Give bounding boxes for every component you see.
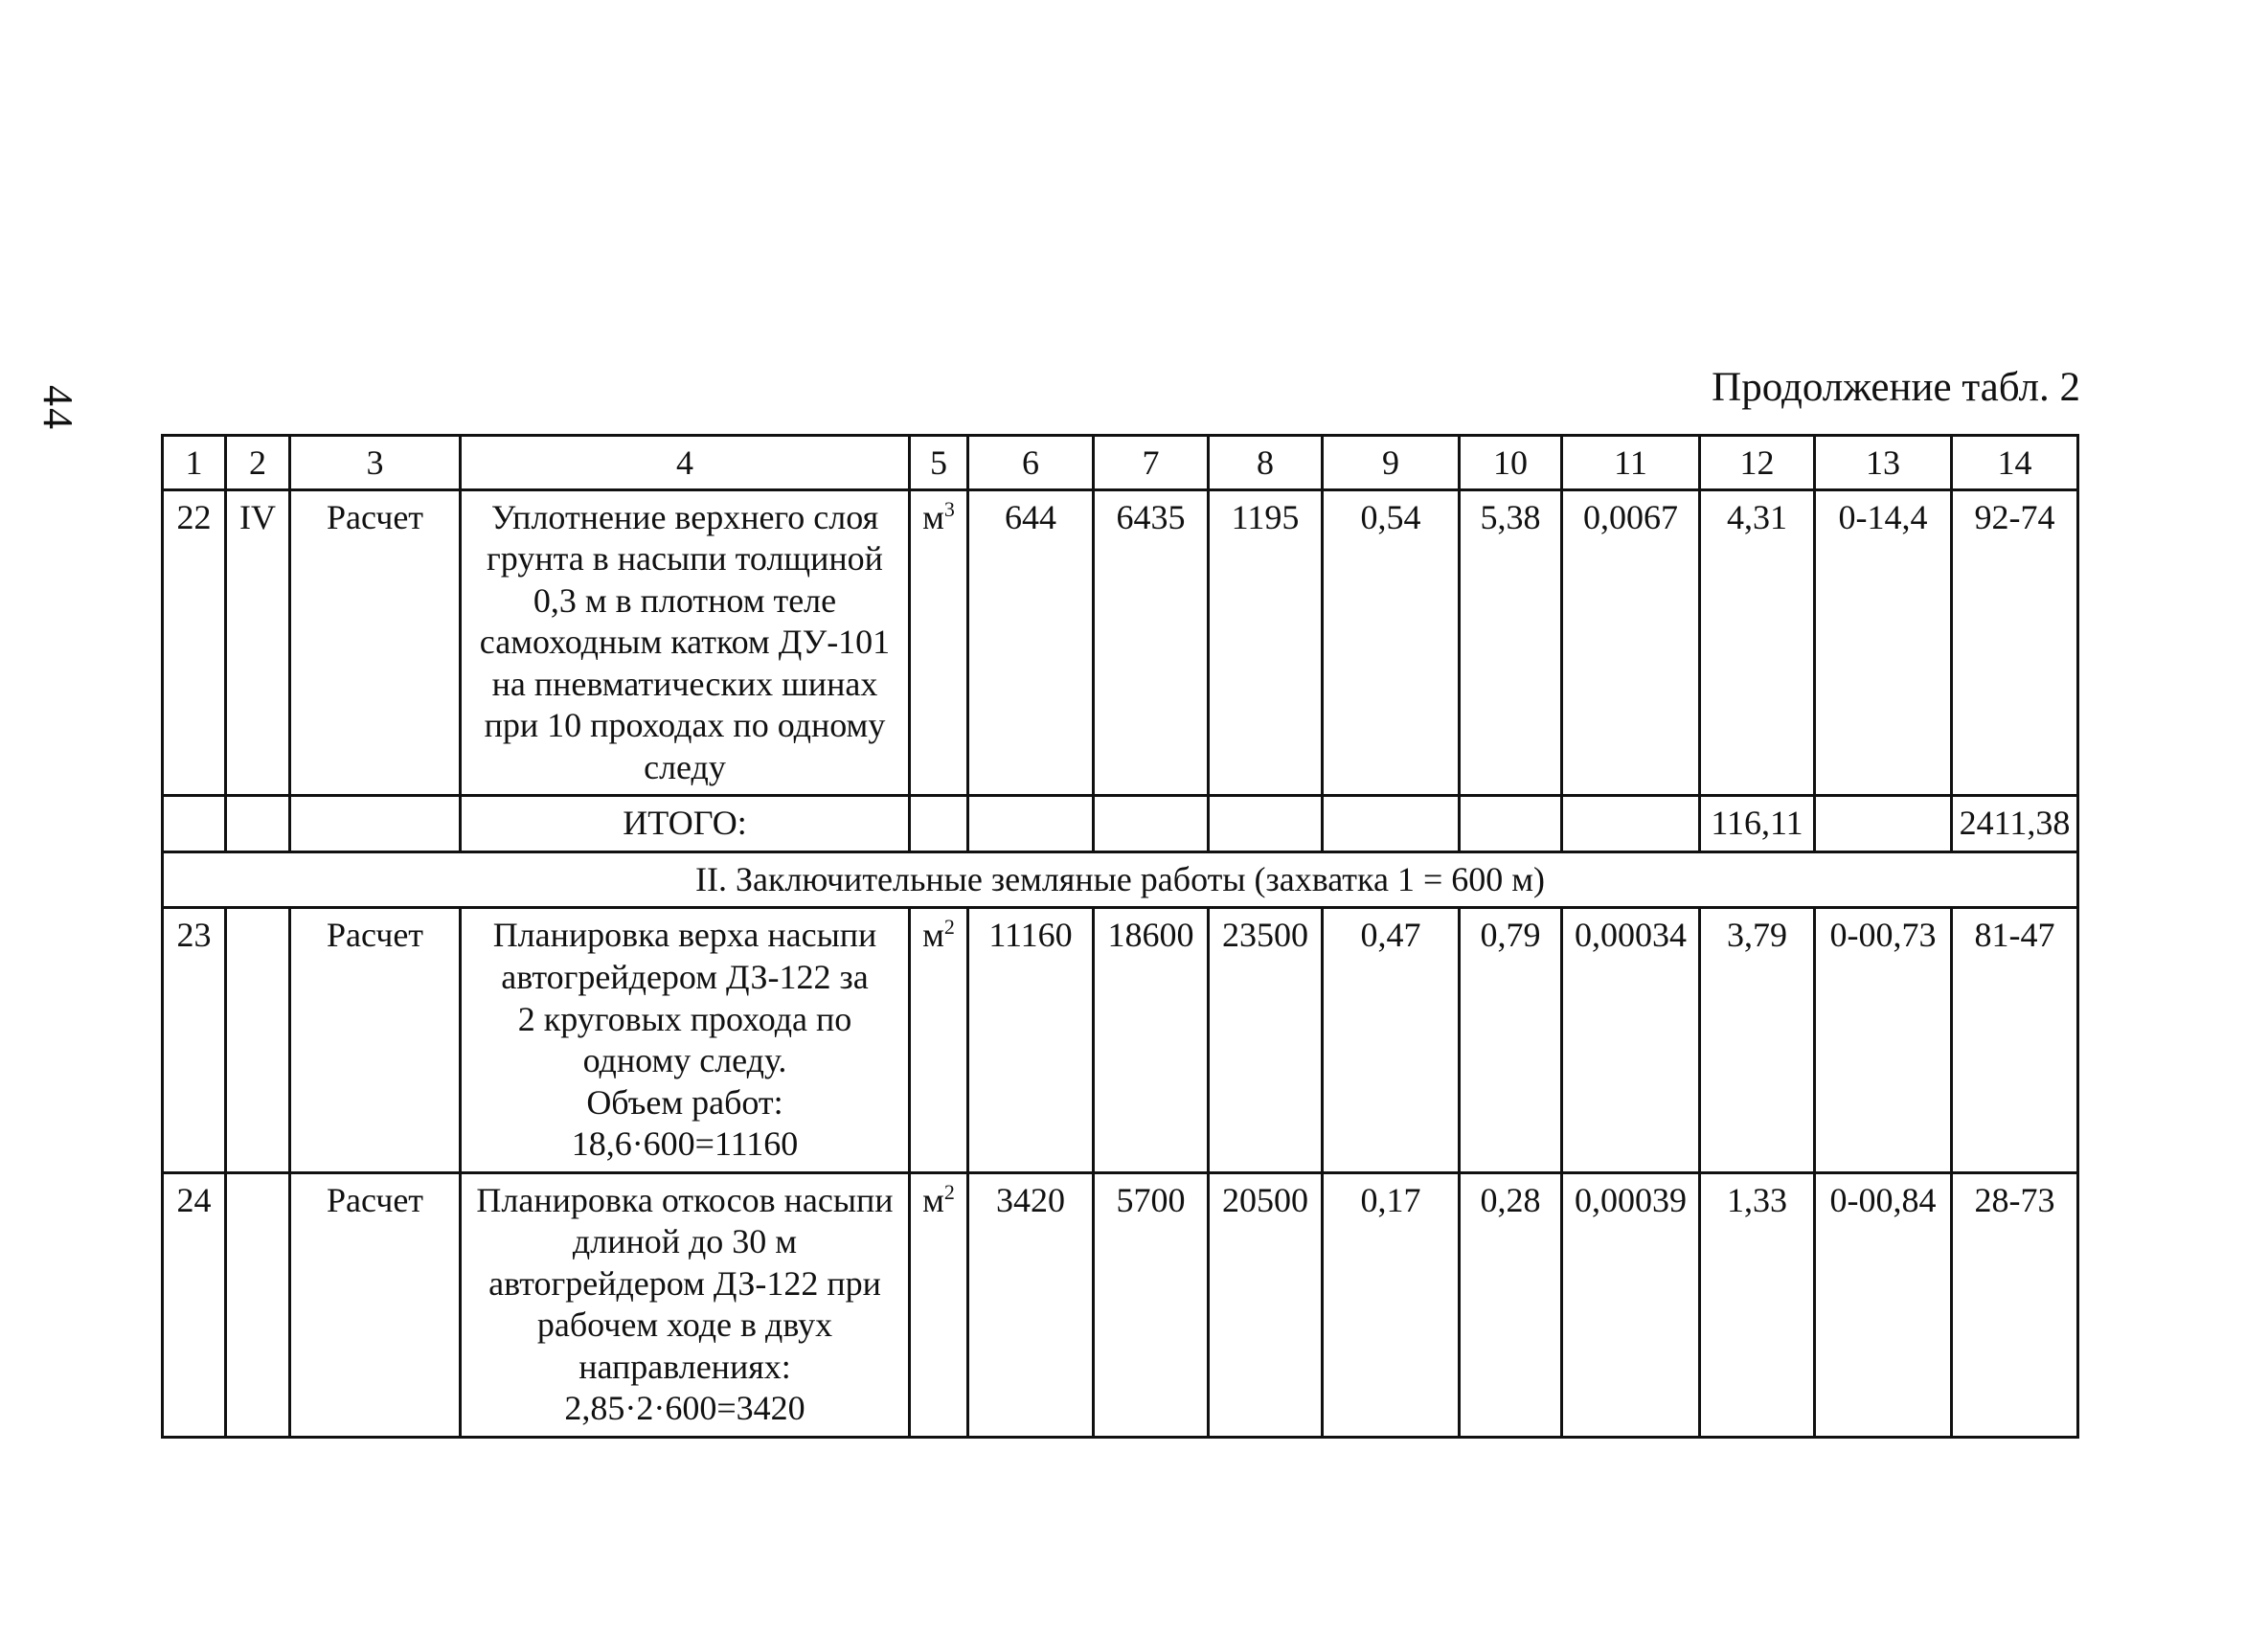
unit-text: м xyxy=(922,916,944,955)
basis-cell: Расчет xyxy=(290,908,461,1172)
description-line: Объем работ: xyxy=(586,1082,783,1122)
header-cell: 14 xyxy=(1952,436,2078,490)
header-cell: 13 xyxy=(1815,436,1952,490)
section-title: II. Заключительные земляные работы (захватка 1 = 600 м) xyxy=(163,851,2078,908)
value-cell: 0,79 xyxy=(1460,908,1562,1172)
value-cell: 1195 xyxy=(1209,489,1323,796)
value-cell: 20500 xyxy=(1209,1172,1323,1437)
value-cell: 0,0067 xyxy=(1562,489,1700,796)
header-cell: 9 xyxy=(1323,436,1460,490)
value-cell: 0,00039 xyxy=(1562,1172,1700,1437)
header-cell: 8 xyxy=(1209,436,1323,490)
description-line: одному следу. xyxy=(582,1041,787,1080)
description-line: 2,85·2·600=3420 xyxy=(564,1389,805,1428)
description-line: длиной до 30 м xyxy=(572,1222,798,1261)
empty-cell xyxy=(226,796,290,852)
unit-text: м xyxy=(922,1180,944,1219)
data-table xyxy=(161,434,2079,1439)
value-cell: 81-47 xyxy=(1952,908,2078,1172)
total-value: 116,11 xyxy=(1700,796,1815,852)
empty-cell xyxy=(1094,796,1209,852)
basis-cell: Расчет xyxy=(290,489,461,796)
value-cell: 0-00,84 xyxy=(1815,1172,1952,1437)
unit-exponent: 2 xyxy=(943,1179,955,1204)
value-cell: 6435 xyxy=(1094,489,1209,796)
value-cell: 0-14,4 xyxy=(1815,489,1952,796)
group-cell: IV xyxy=(226,489,290,796)
table-row-24 xyxy=(163,1172,2078,1437)
description-line: самоходным катком ДУ-101 xyxy=(479,623,891,662)
description-line: грунта в насыпи толщиной xyxy=(487,539,883,579)
header-cell: 3 xyxy=(290,436,461,490)
table-caption: Продолжение табл. 2 xyxy=(1712,365,2080,410)
empty-cell xyxy=(968,796,1094,852)
empty-cell xyxy=(1562,796,1700,852)
value-cell: 1,33 xyxy=(1700,1172,1815,1437)
header-cell: 12 xyxy=(1700,436,1815,490)
empty-cell xyxy=(1815,796,1952,852)
total-label: ИТОГО: xyxy=(461,796,910,852)
value-cell: 11160 xyxy=(968,908,1094,1172)
description-cell xyxy=(461,908,910,1172)
header-cell: 6 xyxy=(968,436,1094,490)
empty-cell xyxy=(163,796,226,852)
header-cell: 5 xyxy=(910,436,968,490)
description-cell xyxy=(461,1172,910,1437)
unit-text: м xyxy=(922,497,944,536)
description-line: 0,3 м в плотном теле xyxy=(533,580,837,620)
header-cell: 7 xyxy=(1094,436,1209,490)
unit-cell xyxy=(910,1172,968,1437)
unit-exponent: 3 xyxy=(943,496,955,521)
value-cell: 4,31 xyxy=(1700,489,1815,796)
value-cell: 0,47 xyxy=(1323,908,1460,1172)
group-cell xyxy=(226,1172,290,1437)
description-line: 2 круговых прохода по xyxy=(517,999,852,1038)
description-line: направлениях: xyxy=(578,1347,791,1386)
row-number: 24 xyxy=(163,1172,226,1437)
section-row xyxy=(163,851,2078,908)
description-line: Уплотнение верхнего слоя xyxy=(490,497,879,536)
unit-cell xyxy=(910,489,968,796)
value-cell: 644 xyxy=(968,489,1094,796)
value-cell: 28-73 xyxy=(1952,1172,2078,1437)
description-line: Планировка откосов насыпи xyxy=(476,1180,894,1219)
value-cell: 3,79 xyxy=(1700,908,1815,1172)
row-number: 22 xyxy=(163,489,226,796)
table-row-22 xyxy=(163,489,2078,796)
value-cell: 0,54 xyxy=(1323,489,1460,796)
total-row xyxy=(163,796,2078,852)
row-number: 23 xyxy=(163,908,226,1172)
value-cell: 5,38 xyxy=(1460,489,1562,796)
description-line: автогрейдером ДЗ-122 при xyxy=(488,1263,881,1303)
empty-cell xyxy=(1209,796,1323,852)
value-cell: 5700 xyxy=(1094,1172,1209,1437)
page-number: 44 xyxy=(34,385,81,431)
description-line: следу xyxy=(644,747,726,786)
header-cell: 1 xyxy=(163,436,226,490)
value-cell: 18600 xyxy=(1094,908,1209,1172)
description-line: 18,6·600=11160 xyxy=(571,1124,799,1164)
empty-cell xyxy=(1460,796,1562,852)
value-cell: 0-00,73 xyxy=(1815,908,1952,1172)
empty-cell xyxy=(290,796,461,852)
value-cell: 0,28 xyxy=(1460,1172,1562,1437)
value-cell: 23500 xyxy=(1209,908,1323,1172)
description-line: при 10 проходах по одному xyxy=(484,706,886,745)
empty-cell xyxy=(910,796,968,852)
total-value: 2411,38 xyxy=(1952,796,2078,852)
unit-exponent: 2 xyxy=(943,915,955,940)
header-cell: 10 xyxy=(1460,436,1562,490)
basis-cell: Расчет xyxy=(290,1172,461,1437)
group-cell xyxy=(226,908,290,1172)
unit-cell xyxy=(910,908,968,1172)
value-cell: 0,00034 xyxy=(1562,908,1700,1172)
header-cell: 2 xyxy=(226,436,290,490)
header-row xyxy=(163,436,2078,490)
description-line: рабочем ходе в двух xyxy=(536,1305,833,1345)
value-cell: 0,17 xyxy=(1323,1172,1460,1437)
empty-cell xyxy=(1323,796,1460,852)
description-line: Планировка верха насыпи xyxy=(492,916,877,955)
header-cell: 11 xyxy=(1562,436,1700,490)
description-line: на пневматических шинах xyxy=(491,664,878,703)
description-line: автогрейдером ДЗ-122 за xyxy=(501,958,869,997)
value-cell: 3420 xyxy=(968,1172,1094,1437)
description-cell xyxy=(461,489,910,796)
value-cell: 92-74 xyxy=(1952,489,2078,796)
header-cell: 4 xyxy=(461,436,910,490)
table-row-23 xyxy=(163,908,2078,1172)
